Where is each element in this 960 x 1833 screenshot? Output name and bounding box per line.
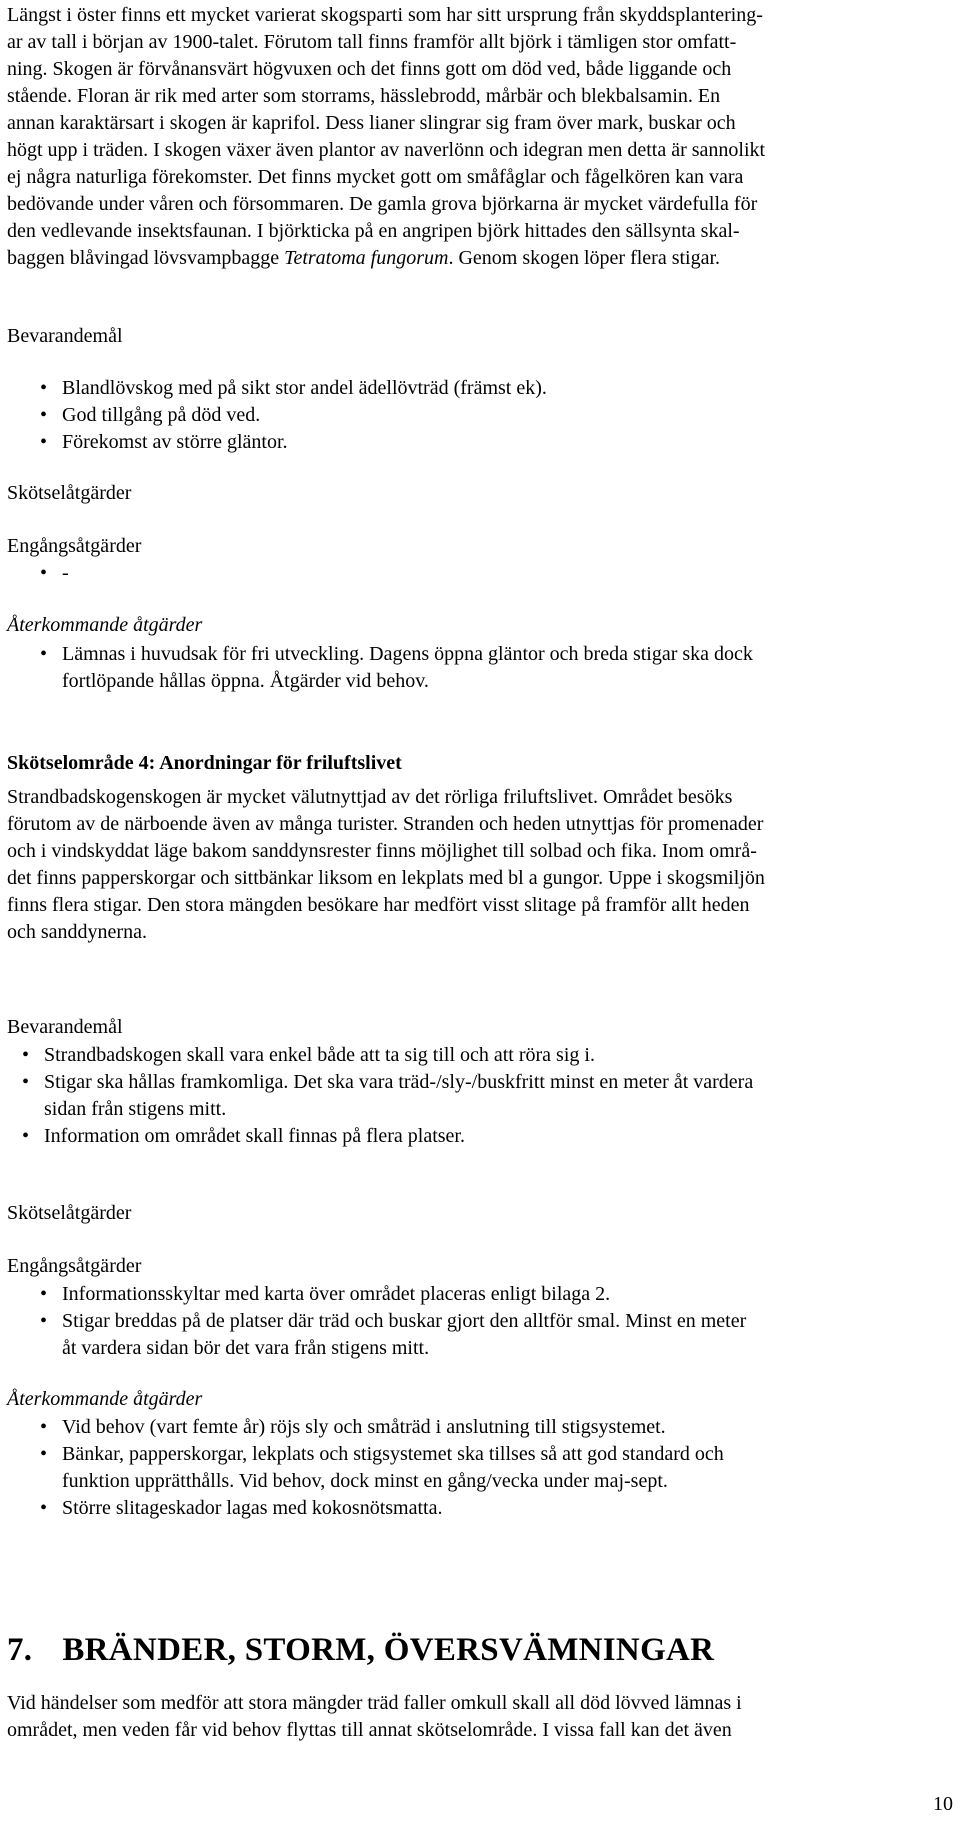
paragraph-line: högt upp i träden. I skogen växer även plantor av naverlönn och idegran men detta är sannolikt <box>7 139 766 161</box>
bullet-icon: • <box>22 1071 30 1093</box>
paragraph-line: Strandbadskogenskogen är mycket välutnyttjad av det rörliga friluftslivet. Området besöks <box>7 786 733 808</box>
bullet-icon: • <box>40 1443 48 1465</box>
once-heading: Engångsåtgärder <box>7 535 142 557</box>
list-item <box>40 1414 942 1441</box>
once-list <box>40 1281 942 1362</box>
list-item <box>22 1042 944 1069</box>
list-item <box>40 429 922 456</box>
list-item <box>40 1308 942 1362</box>
measures-heading: Skötselåtgärder <box>7 482 132 504</box>
list-item-text: God tillgång på död ved. <box>62 404 261 426</box>
chapter-number: 7. <box>7 1632 33 1668</box>
bullet-icon: • <box>40 1283 48 1305</box>
list-item-text: Bänkar, papperskorgar, lekplats och stigsystemet ska tillses så att god standard och <box>62 1443 724 1465</box>
bullet-icon: • <box>40 377 48 399</box>
list-item-text: Förekomst av större gläntor. <box>62 431 288 453</box>
list-item-text: Större slitageskador lagas med kokosnötsmatta. <box>62 1497 443 1519</box>
intro-paragraph <box>7 2 927 272</box>
list-item <box>40 560 922 587</box>
list-item-text: - <box>62 562 69 584</box>
section-heading: Skötselområde 4: Anordningar för friluftslivet <box>7 752 402 774</box>
list-item-text: Stigar ska hållas framkomliga. Det ska vara träd-/sly-/buskfritt minst en meter åt vardera <box>44 1071 754 1093</box>
chapter-title: BRÄNDER, STORM, ÖVERSVÄMNINGAR <box>62 1632 715 1668</box>
list-item-text: Strandbadskogen skall vara enkel både att ta sig till och att röra sig i. <box>44 1044 595 1066</box>
paragraph-line: det finns papperskorgar och sittbänkar liksom en lekplats med bl a gungor. Uppe i skogsmiljön <box>7 867 765 889</box>
chapter-heading <box>7 1630 714 1670</box>
species-name: Tetratoma fungorum <box>284 247 449 269</box>
list-item <box>22 1069 944 1123</box>
recurring-list <box>40 1414 942 1522</box>
paragraph-line: annan karaktärsart i skogen är kaprifol. Dess lianer slingrar sig fram över mark, buskar och <box>7 112 736 134</box>
goals-heading: Bevarandemål <box>7 325 123 347</box>
list-item-text: fortlöpande hållas öppna. Åtgärder vid behov. <box>62 670 429 692</box>
goals-list <box>22 1042 944 1150</box>
list-item <box>40 1441 942 1495</box>
list-item-text: Vid behov (vart femte år) röjs sly och småträd i anslutning till stigsystemet. <box>62 1416 666 1438</box>
bullet-icon: • <box>40 643 48 665</box>
once-list <box>40 560 922 587</box>
goals-heading: Bevarandemål <box>7 1016 123 1038</box>
bullet-icon: • <box>40 404 48 426</box>
list-item-text: Stigar breddas på de platser där träd och buskar gjort den alltför smal. Minst en meter <box>62 1310 747 1332</box>
list-item <box>40 402 922 429</box>
list-item-text: Informationsskyltar med karta över området placeras enligt bilaga 2. <box>62 1283 611 1305</box>
paragraph-line: ar av tall i början av 1900-talet. Förutom tall finns framför allt björk i tämligen stor omfatt- <box>7 31 737 53</box>
paragraph-line: förutom av de närboende även av många turister. Stranden och heden utnyttjas för promenader <box>7 813 764 835</box>
list-item <box>40 375 922 402</box>
list-item <box>40 641 942 695</box>
list-item-text: sidan från stigens mitt. <box>44 1098 227 1120</box>
paragraph-line: Vid händelser som medför att stora mängder träd faller omkull skall all död lövved lämnas i <box>7 1692 742 1714</box>
bullet-icon: • <box>40 1416 48 1438</box>
paragraph-line: Längst i öster finns ett mycket varierat skogsparti som har sitt ursprung från skyddsplantering- <box>7 4 763 26</box>
recurring-list <box>40 641 942 695</box>
list-item-text: funktion upprätthålls. Vid behov, dock minst en gång/vecka under maj-sept. <box>62 1470 668 1492</box>
bullet-icon: • <box>40 562 48 584</box>
paragraph-line: bedövande under våren och försommaren. De gamla grova björkarna är mycket värdefulla för <box>7 193 758 215</box>
bullet-icon: • <box>40 1497 48 1519</box>
once-heading: Engångsåtgärder <box>7 1255 142 1277</box>
list-item <box>40 1281 942 1308</box>
section-paragraph <box>7 784 927 946</box>
goals-list <box>40 375 922 456</box>
paragraph-line: och sanddynerna. <box>7 921 147 943</box>
text-run: baggen blåvingad lövsvampbagge <box>7 247 285 269</box>
recurring-heading: Återkommande åtgärder <box>7 1388 203 1410</box>
bullet-icon: • <box>22 1044 30 1066</box>
text-run: . Genom skogen löper flera stigar. <box>448 247 721 269</box>
recurring-heading: Återkommande åtgärder <box>7 614 203 636</box>
list-item-text: Blandlövskog med på sikt stor andel ädellövträd (främst ek). <box>62 377 547 399</box>
paragraph-line: ning. Skogen är förvånansvärt högvuxen och det finns gott om död ved, både liggande och <box>7 58 732 80</box>
paragraph-line: finns flera stigar. Den stora mängden besökare har medfört visst slitage på framför allt heden <box>7 894 750 916</box>
paragraph-line: ej några naturliga förekomster. Det finns mycket gott om småfåglar och fågelkören kan vara <box>7 166 744 188</box>
chapter-paragraph <box>7 1690 927 1744</box>
list-item-text: Information om området skall finnas på flera platser. <box>44 1125 465 1147</box>
page-number: 10 <box>933 1793 953 1815</box>
bullet-icon: • <box>22 1125 30 1147</box>
paragraph-line <box>7 245 927 272</box>
measures-heading: Skötselåtgärder <box>7 1202 132 1224</box>
list-item-text: åt vardera sidan bör det vara från stigens mitt. <box>62 1337 430 1359</box>
list-item <box>22 1123 944 1150</box>
paragraph-line: området, men veden får vid behov flyttas till annat skötselområde. I vissa fall kan det även <box>7 1719 732 1741</box>
paragraph-line: stående. Floran är rik med arter som storrams, hässlebrodd, mårbär och blekbalsamin. En <box>7 85 721 107</box>
bullet-icon: • <box>40 1310 48 1332</box>
paragraph-line: den vedlevande insektsfaunan. I björkticka på en angripen björk hittades den sällsynta skal- <box>7 220 740 242</box>
list-item <box>40 1495 942 1522</box>
list-item-text: Lämnas i huvudsak för fri utveckling. Dagens öppna gläntor och breda stigar ska dock <box>62 643 753 665</box>
bullet-icon: • <box>40 431 48 453</box>
paragraph-line: och i vindskyddat läge bakom sanddynsrester finns möjlighet till solbad och fika. Inom områ- <box>7 840 757 862</box>
